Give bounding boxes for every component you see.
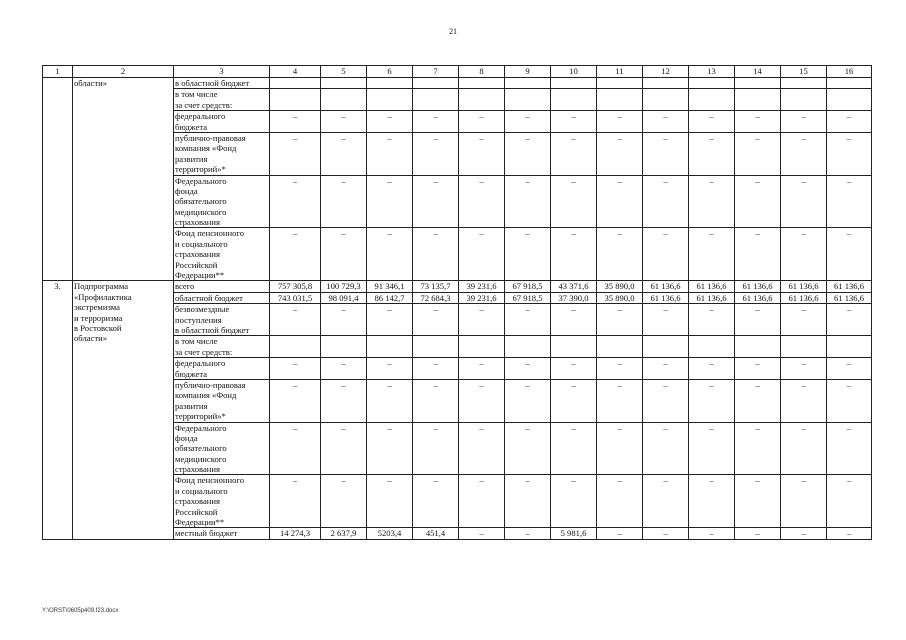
funding-source-line: территорий»* [175, 164, 226, 175]
value-cell: – [270, 422, 321, 475]
value-cell: – [689, 175, 735, 228]
value-cell [413, 78, 459, 89]
funding-source-cell [174, 111, 270, 133]
value-cell: – [270, 475, 321, 528]
value-cell [643, 89, 689, 111]
value-cell: 86 142,7 [367, 292, 413, 303]
value-cell [321, 336, 367, 358]
value-cell: – [827, 358, 872, 380]
value-cell: – [643, 228, 689, 281]
value-cell: – [689, 475, 735, 528]
value-cell: 61 136,6 [781, 292, 827, 303]
value-cell [597, 78, 643, 89]
funding-source-line: в областной бюджет [175, 325, 250, 336]
value-cell [321, 89, 367, 111]
table-row [43, 281, 872, 292]
value-cell: – [551, 175, 597, 228]
header-row [43, 66, 872, 78]
value-cell [270, 336, 321, 358]
funding-source-line: в том числе [175, 89, 218, 100]
funding-source-cell [174, 528, 270, 539]
funding-source-line: в областной бюджет [175, 78, 250, 88]
header-cell: 6 [367, 66, 413, 78]
header-cell: 12 [643, 66, 689, 78]
value-cell: – [321, 475, 367, 528]
value-cell: – [505, 528, 551, 539]
value-cell: – [413, 132, 459, 175]
funding-source-line: всего [175, 281, 195, 292]
value-cell: – [321, 379, 367, 422]
value-cell: 91 346,1 [367, 281, 413, 292]
value-cell: – [643, 304, 689, 336]
value-cell: – [321, 358, 367, 380]
funding-source-line: федерального [175, 358, 226, 369]
value-cell: – [505, 358, 551, 380]
funding-source-line: медицинского [175, 453, 227, 464]
value-cell: – [781, 132, 827, 175]
value-cell: – [321, 422, 367, 475]
value-cell: 72 684,3 [413, 292, 459, 303]
value-cell [321, 78, 367, 89]
header-cell: 2 [73, 66, 174, 78]
value-cell: 61 136,6 [643, 281, 689, 292]
value-cell: – [551, 228, 597, 281]
value-cell: – [689, 358, 735, 380]
funding-source-cell [174, 78, 270, 89]
value-cell: – [413, 304, 459, 336]
funding-source-line: безвозмездные [175, 304, 230, 315]
value-cell: – [597, 422, 643, 475]
funding-source-line: бюджета [175, 121, 208, 132]
value-cell: 35 890,0 [597, 281, 643, 292]
value-cell: – [505, 379, 551, 422]
budget-table [42, 65, 872, 540]
value-cell [459, 336, 505, 358]
value-cell: – [597, 475, 643, 528]
value-cell: – [597, 111, 643, 133]
value-cell: – [735, 132, 781, 175]
funding-source-line: компания «Фонд [175, 390, 237, 401]
value-cell [505, 78, 551, 89]
funding-source-line: компания «Фонд [175, 143, 237, 154]
value-cell: – [781, 228, 827, 281]
value-cell: – [367, 228, 413, 281]
value-cell: – [597, 228, 643, 281]
value-cell: – [367, 111, 413, 133]
funding-source-line: федерального [175, 111, 226, 122]
value-cell [735, 78, 781, 89]
value-cell: – [735, 528, 781, 539]
header-cell: 16 [827, 66, 872, 78]
value-cell: – [827, 422, 872, 475]
funding-source-line: медицинского [175, 206, 227, 217]
value-cell: 61 136,6 [781, 281, 827, 292]
value-cell: – [781, 528, 827, 539]
program-name-line: и терроризма [74, 312, 123, 323]
value-cell [413, 336, 459, 358]
value-cell: – [597, 304, 643, 336]
value-cell: – [643, 528, 689, 539]
value-cell: – [321, 304, 367, 336]
funding-source-cell [174, 379, 270, 422]
value-cell: – [505, 132, 551, 175]
value-cell: – [827, 228, 872, 281]
funding-source-cell [174, 132, 270, 175]
value-cell: – [551, 132, 597, 175]
value-cell: – [413, 379, 459, 422]
value-cell: – [413, 111, 459, 133]
funding-source-line: областной бюджет [175, 292, 243, 303]
funding-source-line: страхования [175, 217, 220, 228]
value-cell: – [270, 111, 321, 133]
value-cell: – [270, 132, 321, 175]
program-name-line: в Ростовской [74, 322, 122, 333]
funding-source-line: Федерации** [175, 517, 225, 528]
value-cell: 451,4 [413, 528, 459, 539]
program-name-line: Подпрограмма [74, 281, 129, 292]
funding-source-line: фонда [175, 432, 198, 443]
value-cell: – [270, 379, 321, 422]
header-cell: 7 [413, 66, 459, 78]
value-cell [270, 78, 321, 89]
value-cell: – [270, 175, 321, 228]
header-cell: 15 [781, 66, 827, 78]
funding-source-cell [174, 336, 270, 358]
funding-source-line: местный бюджет [175, 528, 238, 539]
funding-source-cell [174, 358, 270, 380]
funding-source-cell [174, 228, 270, 281]
funding-source-line: поступления [175, 314, 222, 325]
value-cell [735, 336, 781, 358]
table-row [43, 78, 872, 89]
funding-source-line: страхования [175, 464, 220, 475]
value-cell: – [321, 175, 367, 228]
row-index-cell [43, 78, 73, 281]
value-cell: – [781, 422, 827, 475]
value-cell: 35 890,0 [597, 292, 643, 303]
value-cell: – [505, 175, 551, 228]
value-cell [413, 89, 459, 111]
value-cell: – [321, 228, 367, 281]
value-cell: – [459, 358, 505, 380]
value-cell: 98 091,4 [321, 292, 367, 303]
value-cell: 5 981,6 [551, 528, 597, 539]
value-cell: 67 918,5 [505, 292, 551, 303]
value-cell: – [827, 304, 872, 336]
funding-source-line: страхования [175, 496, 220, 507]
funding-source-line: Фонд пенсионного [175, 228, 245, 239]
value-cell: 100 729,3 [321, 281, 367, 292]
value-cell: – [643, 422, 689, 475]
value-cell: – [689, 132, 735, 175]
value-cell: – [689, 422, 735, 475]
value-cell: 43 371,6 [551, 281, 597, 292]
value-cell [551, 89, 597, 111]
value-cell: 757 305,8 [270, 281, 321, 292]
funding-source-line: за счет средств: [175, 99, 233, 110]
value-cell: 61 136,6 [689, 281, 735, 292]
value-cell: – [643, 475, 689, 528]
value-cell [367, 336, 413, 358]
value-cell: – [459, 475, 505, 528]
header-cell: 8 [459, 66, 505, 78]
value-cell: – [827, 475, 872, 528]
value-cell: – [781, 111, 827, 133]
file-path-footer: Y:\ORST\0605p409.f23.docx [42, 608, 119, 614]
value-cell: – [413, 228, 459, 281]
value-cell [505, 89, 551, 111]
value-cell: 5203,4 [367, 528, 413, 539]
value-cell: – [735, 475, 781, 528]
funding-source-line: и социального [175, 485, 228, 496]
value-cell: – [689, 379, 735, 422]
value-cell: – [689, 111, 735, 133]
value-cell: – [413, 475, 459, 528]
value-cell: 67 918,5 [505, 281, 551, 292]
value-cell [643, 336, 689, 358]
value-cell: – [551, 475, 597, 528]
funding-source-line: территорий»* [175, 411, 226, 422]
value-cell [551, 78, 597, 89]
value-cell: – [459, 422, 505, 475]
value-cell: 14 274,3 [270, 528, 321, 539]
value-cell: – [781, 475, 827, 528]
value-cell: – [643, 379, 689, 422]
value-cell [689, 78, 735, 89]
value-cell: – [735, 379, 781, 422]
value-cell: – [597, 379, 643, 422]
value-cell: – [643, 358, 689, 380]
value-cell: – [505, 475, 551, 528]
funding-source-line: развития [175, 153, 208, 164]
funding-source-cell [174, 304, 270, 336]
value-cell: – [367, 132, 413, 175]
value-cell: – [827, 379, 872, 422]
value-cell: – [459, 304, 505, 336]
value-cell [459, 89, 505, 111]
value-cell: – [781, 304, 827, 336]
value-cell: – [413, 358, 459, 380]
value-cell: – [735, 228, 781, 281]
value-cell: – [459, 132, 505, 175]
value-cell: – [551, 111, 597, 133]
value-cell: – [643, 175, 689, 228]
funding-source-cell [174, 475, 270, 528]
funding-source-line: в том числе [175, 336, 218, 347]
value-cell: – [735, 422, 781, 475]
value-cell: – [459, 111, 505, 133]
value-cell: – [689, 304, 735, 336]
value-cell: – [270, 228, 321, 281]
funding-source-cell [174, 89, 270, 111]
program-name-line: области» [74, 78, 108, 88]
value-cell: – [270, 358, 321, 380]
value-cell [689, 89, 735, 111]
funding-source-line: фонда [175, 185, 198, 196]
value-cell: – [459, 379, 505, 422]
value-cell [689, 336, 735, 358]
value-cell [827, 336, 872, 358]
value-cell [505, 336, 551, 358]
value-cell: – [597, 132, 643, 175]
funding-source-line: Федерального [175, 175, 227, 186]
row-index-cell: 3. [43, 281, 73, 539]
value-cell: – [367, 358, 413, 380]
value-cell: – [597, 528, 643, 539]
value-cell: – [827, 528, 872, 539]
value-cell: – [781, 358, 827, 380]
value-cell: – [597, 358, 643, 380]
page-number: 21 [449, 27, 457, 36]
value-cell: – [827, 111, 872, 133]
value-cell: 2 637,9 [321, 528, 367, 539]
value-cell: – [270, 304, 321, 336]
value-cell [270, 89, 321, 111]
funding-source-line: Российской [175, 506, 218, 517]
value-cell: – [735, 304, 781, 336]
value-cell: – [643, 132, 689, 175]
funding-source-line: Фонд пенсионного [175, 475, 245, 486]
value-cell: – [597, 175, 643, 228]
funding-source-cell [174, 175, 270, 228]
value-cell: 39 231,6 [459, 292, 505, 303]
header-cell: 1 [43, 66, 73, 78]
value-cell: – [689, 528, 735, 539]
value-cell [367, 78, 413, 89]
value-cell: – [689, 228, 735, 281]
header-cell: 13 [689, 66, 735, 78]
value-cell: – [551, 304, 597, 336]
funding-source-line: Российской [175, 259, 218, 270]
funding-source-line: публично-правовая [175, 379, 246, 390]
funding-source-line: обязательного [175, 443, 227, 454]
value-cell: – [827, 132, 872, 175]
value-cell: 39 231,6 [459, 281, 505, 292]
value-cell: – [505, 422, 551, 475]
value-cell: – [505, 304, 551, 336]
value-cell: – [505, 111, 551, 133]
funding-source-line: за счет средств: [175, 346, 233, 357]
funding-source-line: обязательного [175, 196, 227, 207]
value-cell: – [367, 175, 413, 228]
value-cell: – [413, 422, 459, 475]
header-cell: 5 [321, 66, 367, 78]
funding-source-line: публично-правовая [175, 132, 246, 143]
header-cell: 4 [270, 66, 321, 78]
value-cell: – [735, 175, 781, 228]
value-cell: – [367, 304, 413, 336]
value-cell [735, 89, 781, 111]
value-cell [367, 89, 413, 111]
funding-source-cell [174, 422, 270, 475]
program-name-cell [73, 281, 174, 539]
value-cell: – [459, 175, 505, 228]
value-cell [597, 336, 643, 358]
value-cell: 61 136,6 [735, 292, 781, 303]
value-cell: 61 136,6 [689, 292, 735, 303]
header-cell: 9 [505, 66, 551, 78]
value-cell: 743 031,5 [270, 292, 321, 303]
funding-source-line: страхования [175, 249, 220, 260]
value-cell: – [551, 358, 597, 380]
value-cell: 37 390,0 [551, 292, 597, 303]
value-cell: 61 136,6 [735, 281, 781, 292]
value-cell: – [781, 379, 827, 422]
value-cell: – [413, 175, 459, 228]
value-cell [551, 336, 597, 358]
value-cell [827, 78, 872, 89]
funding-source-line: Федерации** [175, 270, 225, 281]
value-cell: – [367, 379, 413, 422]
value-cell: 61 136,6 [827, 281, 872, 292]
value-cell [781, 89, 827, 111]
funding-source-cell [174, 292, 270, 303]
value-cell: – [781, 175, 827, 228]
header-cell: 11 [597, 66, 643, 78]
value-cell: – [505, 228, 551, 281]
value-cell: – [735, 111, 781, 133]
value-cell [827, 89, 872, 111]
header-cell: 3 [174, 66, 270, 78]
funding-source-line: Федерального [175, 422, 227, 433]
value-cell: 73 135,7 [413, 281, 459, 292]
program-name-line: области» [74, 333, 108, 344]
value-cell [643, 78, 689, 89]
value-cell: – [459, 528, 505, 539]
value-cell [781, 336, 827, 358]
value-cell [781, 78, 827, 89]
funding-source-cell [174, 281, 270, 292]
value-cell: 61 136,6 [643, 292, 689, 303]
program-name-line: «Профилактика [74, 291, 132, 302]
funding-source-line: и социального [175, 238, 228, 249]
header-cell: 10 [551, 66, 597, 78]
value-cell: – [827, 175, 872, 228]
value-cell: – [459, 228, 505, 281]
header-cell: 14 [735, 66, 781, 78]
value-cell: – [367, 422, 413, 475]
value-cell: – [551, 422, 597, 475]
value-cell [459, 78, 505, 89]
program-name-cell [73, 78, 174, 281]
value-cell: 61 136,6 [827, 292, 872, 303]
value-cell: – [367, 475, 413, 528]
funding-source-line: бюджета [175, 368, 208, 379]
program-name-line: экстремизма [74, 302, 120, 313]
value-cell: – [321, 132, 367, 175]
value-cell: – [643, 111, 689, 133]
value-cell: – [321, 111, 367, 133]
value-cell: – [735, 358, 781, 380]
funding-source-line: развития [175, 400, 208, 411]
value-cell [597, 89, 643, 111]
value-cell: – [551, 379, 597, 422]
